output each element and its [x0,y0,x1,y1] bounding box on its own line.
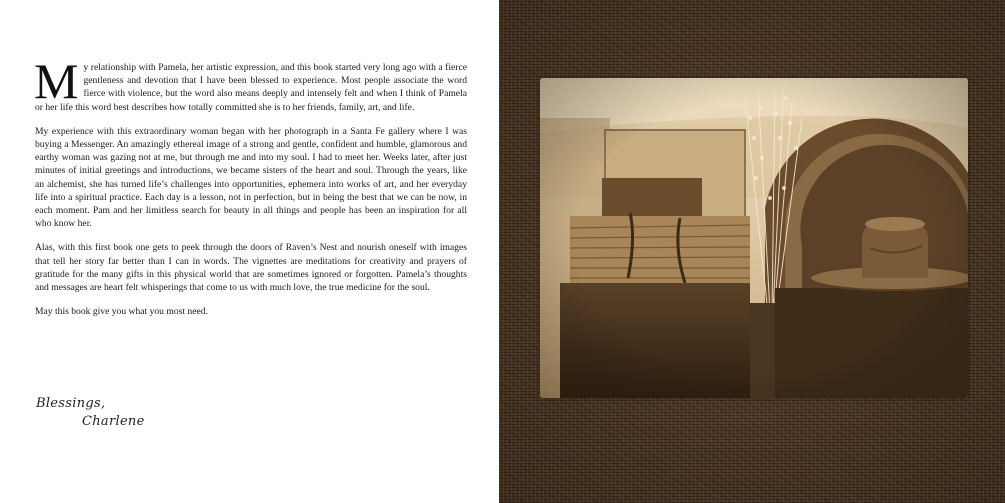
paragraph-1 [34,53,467,114]
signature-blessings: Blessings, [36,396,106,411]
drop-cap: M [34,53,79,109]
paragraph-1-text: y relationship with Pamela, her artistic expression, and this book started very long ago with a fierce gentleness and devotion that I have been blessed to experience. Most people associate the word fierce with violence, but the word also means deeply and intensely felt and when I think of Pamela or her life this word best describes how totally committed she is to her friends, family, art, and life. [35,62,467,113]
closing-line: May this book give you what you most need. [35,306,208,318]
paragraph-2: My experience with this extraordinary woman began with her photograph in a Santa Fe gallery where I was buying a Messenger. An amazingly ethereal image of a strong and gentle, confident and humble, glamorous and earthy woman was gazing not at me, but through me and into my soul. I had to meet her. Weeks later, after just minutes of initial greetings and introductions, we became sisters of the heart and soul. Through the years, like an alchemist, she has turned life’s challenges into opportunities, ephemera into works of art, and her everyday life into a spiritual practice. Each day is a lesson, not in perfection, but in being the best that we can be now, in each moment. Pam and her limitless search for beauty in all things and people has been an inspiration for all who know her. [35,125,467,230]
sepia-photograph [540,78,968,398]
paragraph-3: Alas, with this first book one gets to peek through the doors of Raven’s Nest and nourish oneself with images that tell her story far better than I can in words. The vignettes are meditations for creativity and prayers of gratitude for the many gifts in this physical world that are sometimes ignored or forgotten. Pamela’s thoughts and messages are heart felt whisperings that come to us with much love, the true medicine for the soul. [35,242,467,294]
left-page [0,0,499,503]
signature [36,396,145,429]
foreword-text [34,53,467,329]
signature-name: Charlene [82,414,145,429]
still-life-image [540,78,968,398]
